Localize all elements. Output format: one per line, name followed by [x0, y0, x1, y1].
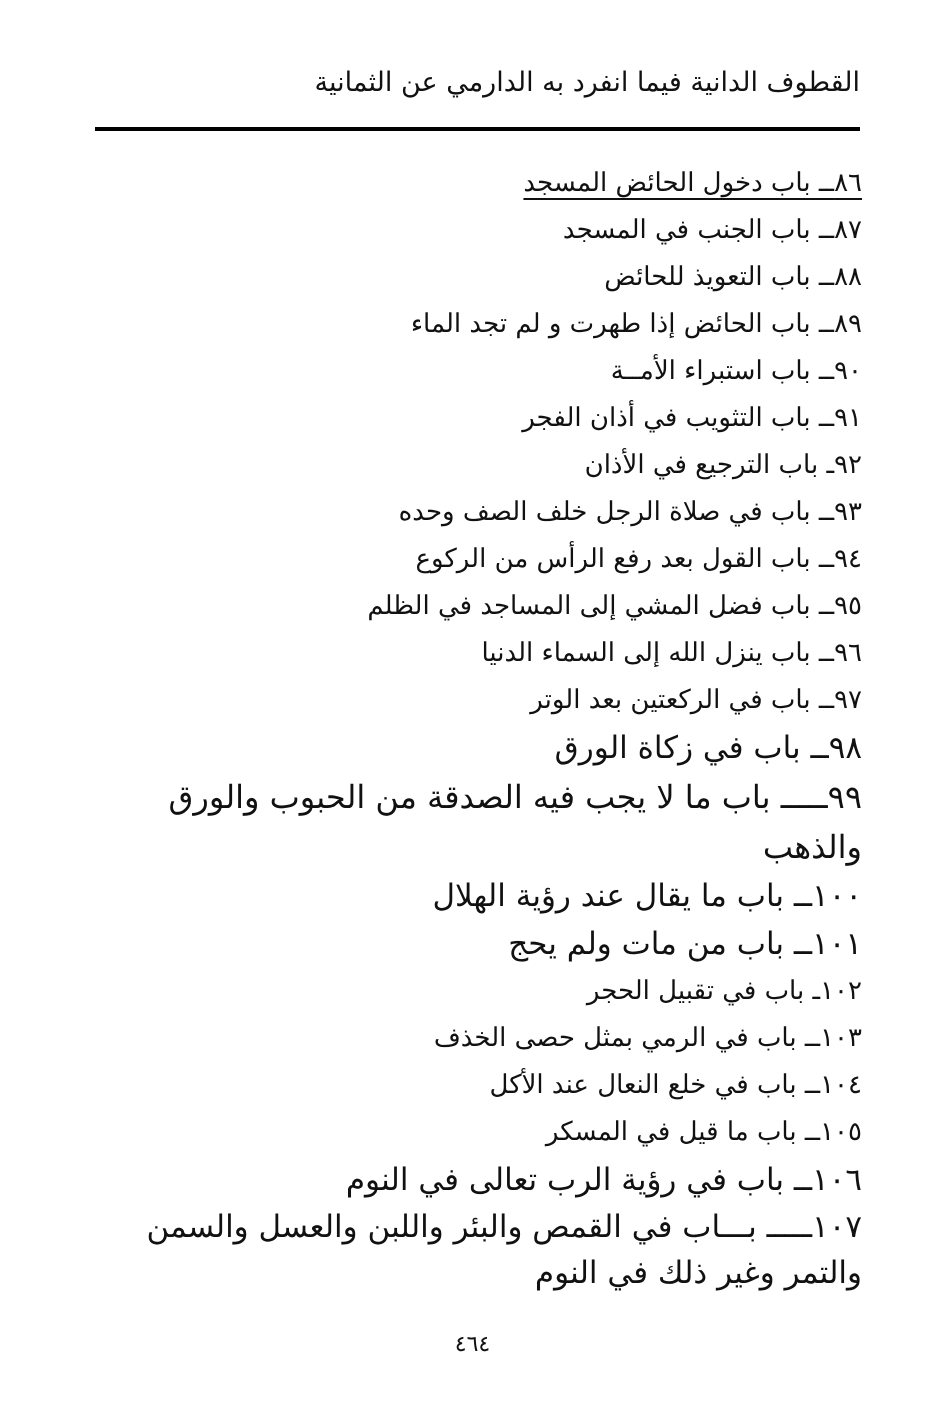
chapter-entry-89: ٨٩ــ باب الحائض إذا طهرت و لم تجد الماء	[410, 309, 862, 339]
chapter-entry-100: ١٠٠ــ باب ما يقال عند رؤية الهلال	[432, 878, 862, 914]
chapter-entry-88: ٨٨ــ باب التعويذ للحائض	[604, 262, 862, 292]
chapter-list	[92, 160, 862, 1296]
chapter-entry-105: ١٠٥ــ باب ما قيل في المسكر	[545, 1117, 862, 1147]
page-number: ٤٦٤	[454, 1332, 491, 1357]
chapter-entry-102: ١٠٢ـ باب في تقبيل الحجر	[586, 976, 862, 1006]
chapter-entry-94: ٩٤ــ باب القول بعد رفع الرأس من الركوع	[415, 544, 862, 574]
chapter-entry-98: ٩٨ــ باب في زكاة الورق	[554, 730, 862, 766]
chapter-entry-86: ٨٦ــ باب دخول الحائض المسجد	[523, 168, 862, 198]
chapter-entry-93: ٩٣ــ باب في صلاة الرجل خلف الصف وحده	[398, 497, 862, 527]
chapter-entry-101: ١٠١ــ باب من مات ولم يحج	[508, 926, 862, 962]
header-rule	[95, 127, 860, 131]
chapter-entry-104: ١٠٤ــ باب في خلع النعال عند الأكل	[489, 1070, 862, 1100]
chapter-entry-97: ٩٧ــ باب في الركعتين بعد الوتر	[530, 685, 862, 715]
chapter-entry-90: ٩٠ــ باب استبراء الأمــة	[610, 356, 862, 386]
chapter-entry-91: ٩١ــ باب التثويب في أذان الفجر	[522, 403, 862, 433]
chapter-entry-95: ٩٥ــ باب فضل المشي إلى المساجد في الظلم	[367, 591, 862, 621]
chapter-entry-87: ٨٧ــ باب الجنب في المسجد	[562, 215, 862, 245]
chapter-entry-99: ٩٩ـــــ باب ما لا يجب فيه الصدقة من الحبوب والورق والذهب	[168, 778, 862, 866]
chapter-entry-92: ٩٢ـ باب الترجيع في الأذان	[584, 450, 862, 480]
chapter-entry-107: ١٠٧ـــــ بـــاب في القمص والبئر واللبن والعسل والسمن والتمر وغير ذلك في النوم	[146, 1209, 862, 1291]
chapter-entry-103: ١٠٣ــ باب في الرمي بمثل حصى الخذف	[433, 1023, 862, 1053]
running-header: القطوف الدانية فيما انفرد به الدارمي عن الثمانية	[314, 67, 860, 98]
chapter-entry-96: ٩٦ــ باب ينزل الله إلى السماء الدنيا	[481, 638, 862, 668]
chapter-entry-106: ١٠٦ــ باب في رؤية الرب تعالى في النوم	[345, 1162, 862, 1198]
